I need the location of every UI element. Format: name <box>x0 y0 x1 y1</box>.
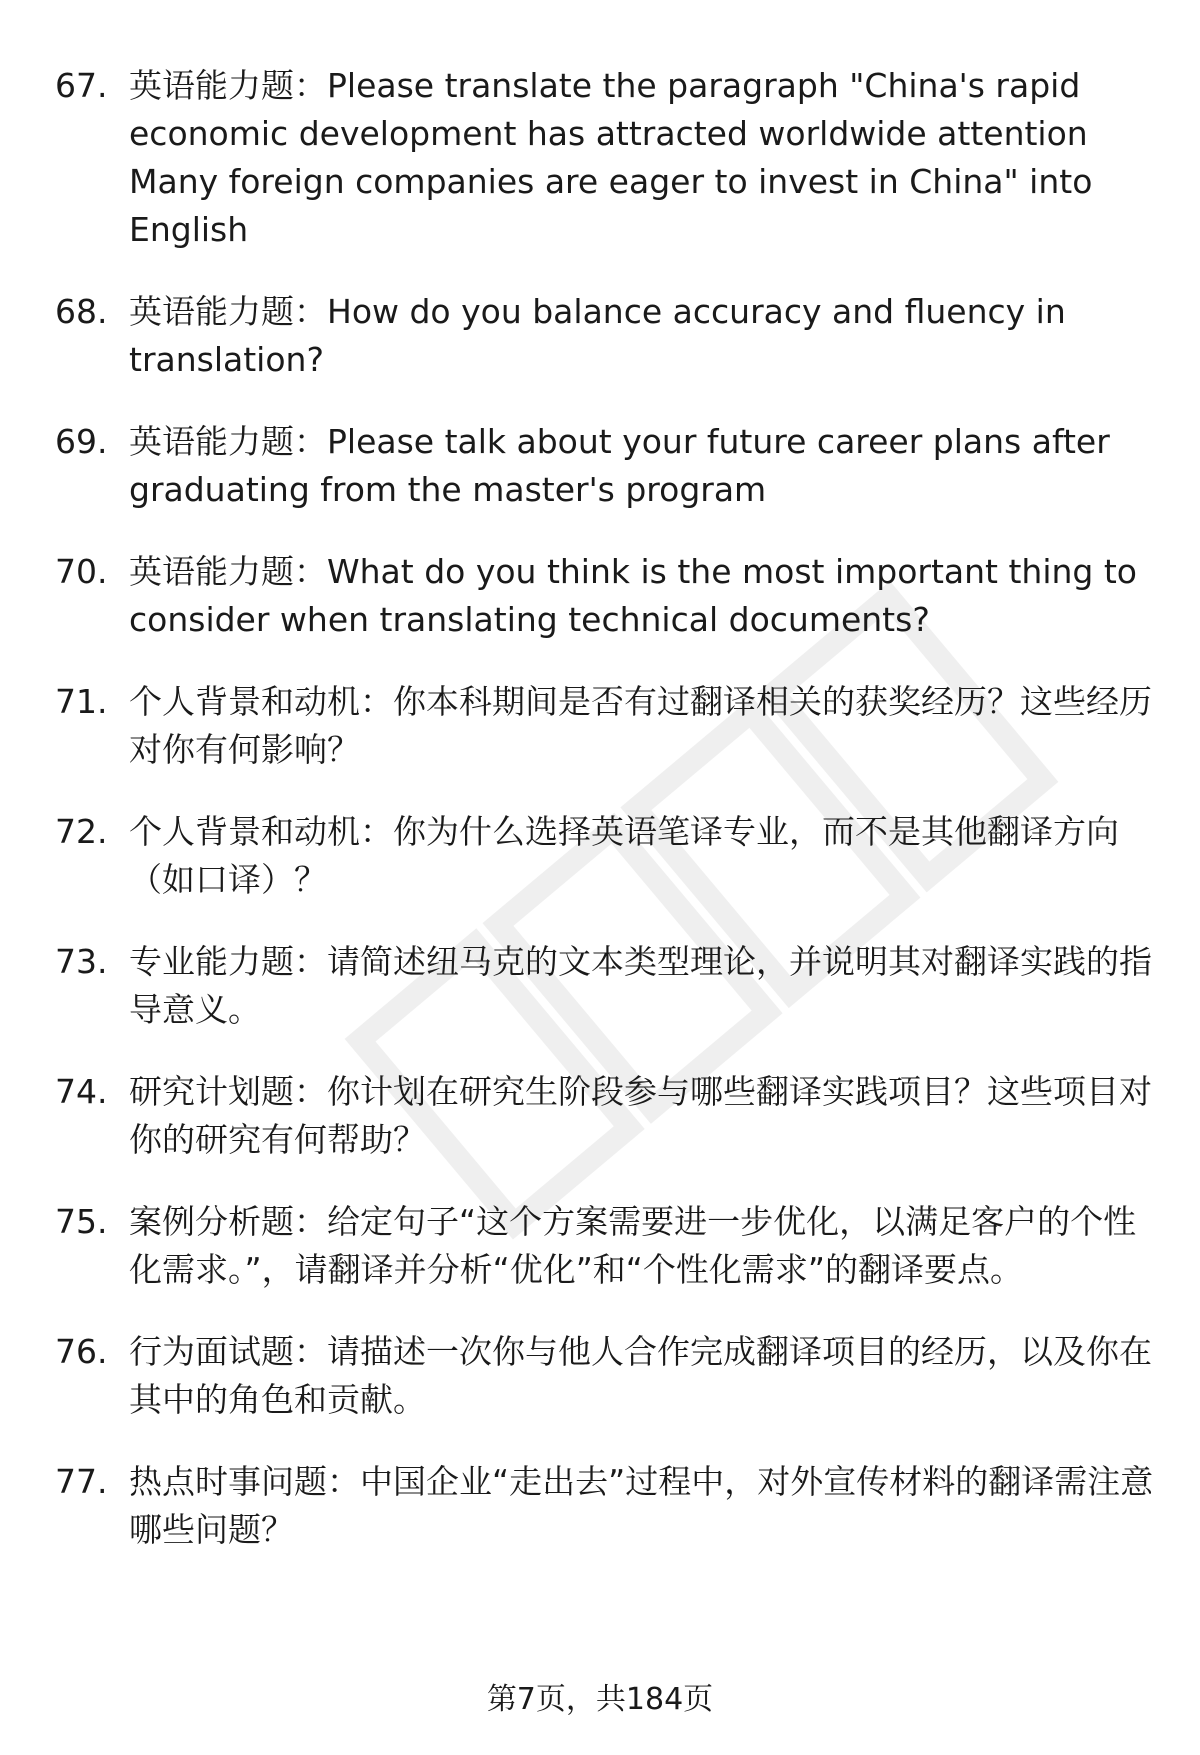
question-item <box>55 288 1155 384</box>
question-item <box>55 1068 1155 1164</box>
question-text: 英语能力题：Please translate the paragraph "China's rapid economic development has attracted worldwide attention Many foreign companies are eager to invest in China" into English <box>129 66 1093 249</box>
question-number: 67. <box>55 66 108 105</box>
question-text: 研究计划题：你计划在研究生阶段参与哪些翻译实践项目？这些项目对你的研究有何帮助？ <box>129 1072 1152 1159</box>
question-number: 73. <box>55 942 108 981</box>
question-number: 68. <box>55 292 108 331</box>
question-item <box>55 548 1155 644</box>
question-item <box>55 62 1155 254</box>
question-number: 77. <box>55 1462 108 1501</box>
page-number-label: 第7页，共184页 <box>486 1682 714 1717</box>
question-number: 72. <box>55 812 108 851</box>
question-text: 英语能力题：How do you balance accuracy and fluency in translation? <box>129 292 1066 379</box>
question-item <box>55 1198 1155 1294</box>
question-text: 行为面试题：请描述一次你与他人合作完成翻译项目的经历，以及你在其中的角色和贡献。 <box>129 1332 1152 1419</box>
question-list <box>55 62 1155 1588</box>
question-item <box>55 938 1155 1034</box>
question-item <box>55 1458 1155 1554</box>
question-text: 英语能力题：Please talk about your future career plans after graduating from the master's program <box>129 422 1110 509</box>
question-text: 热点时事问题：中国企业“走出去”过程中，对外宣传材料的翻译需注意哪些问题？ <box>129 1462 1154 1549</box>
question-text: 个人背景和动机：你本科期间是否有过翻译相关的获奖经历？这些经历对你有何影响？ <box>129 682 1152 769</box>
question-text: 个人背景和动机：你为什么选择英语笔译专业，而不是其他翻译方向（如口译）？ <box>129 812 1119 899</box>
question-number: 71. <box>55 682 108 721</box>
question-item <box>55 678 1155 774</box>
question-number: 74. <box>55 1072 108 1111</box>
question-item <box>55 418 1155 514</box>
question-text: 专业能力题：请简述纽马克的文本类型理论，并说明其对翻译实践的指导意义。 <box>129 942 1152 1029</box>
question-number: 75. <box>55 1202 108 1241</box>
question-number: 69. <box>55 422 108 461</box>
page-footer <box>0 1680 1200 1720</box>
question-number: 76. <box>55 1332 108 1371</box>
question-text: 英语能力题：What do you think is the most important thing to consider when translating technical documents? <box>129 552 1137 639</box>
question-text: 案例分析题：给定句子“这个方案需要进一步优化，以满足客户的个性化需求。”，请翻译并分析“优化”和“个性化需求”的翻译要点。 <box>129 1202 1137 1289</box>
question-item <box>55 1328 1155 1424</box>
question-item <box>55 808 1155 904</box>
question-number: 70. <box>55 552 108 591</box>
